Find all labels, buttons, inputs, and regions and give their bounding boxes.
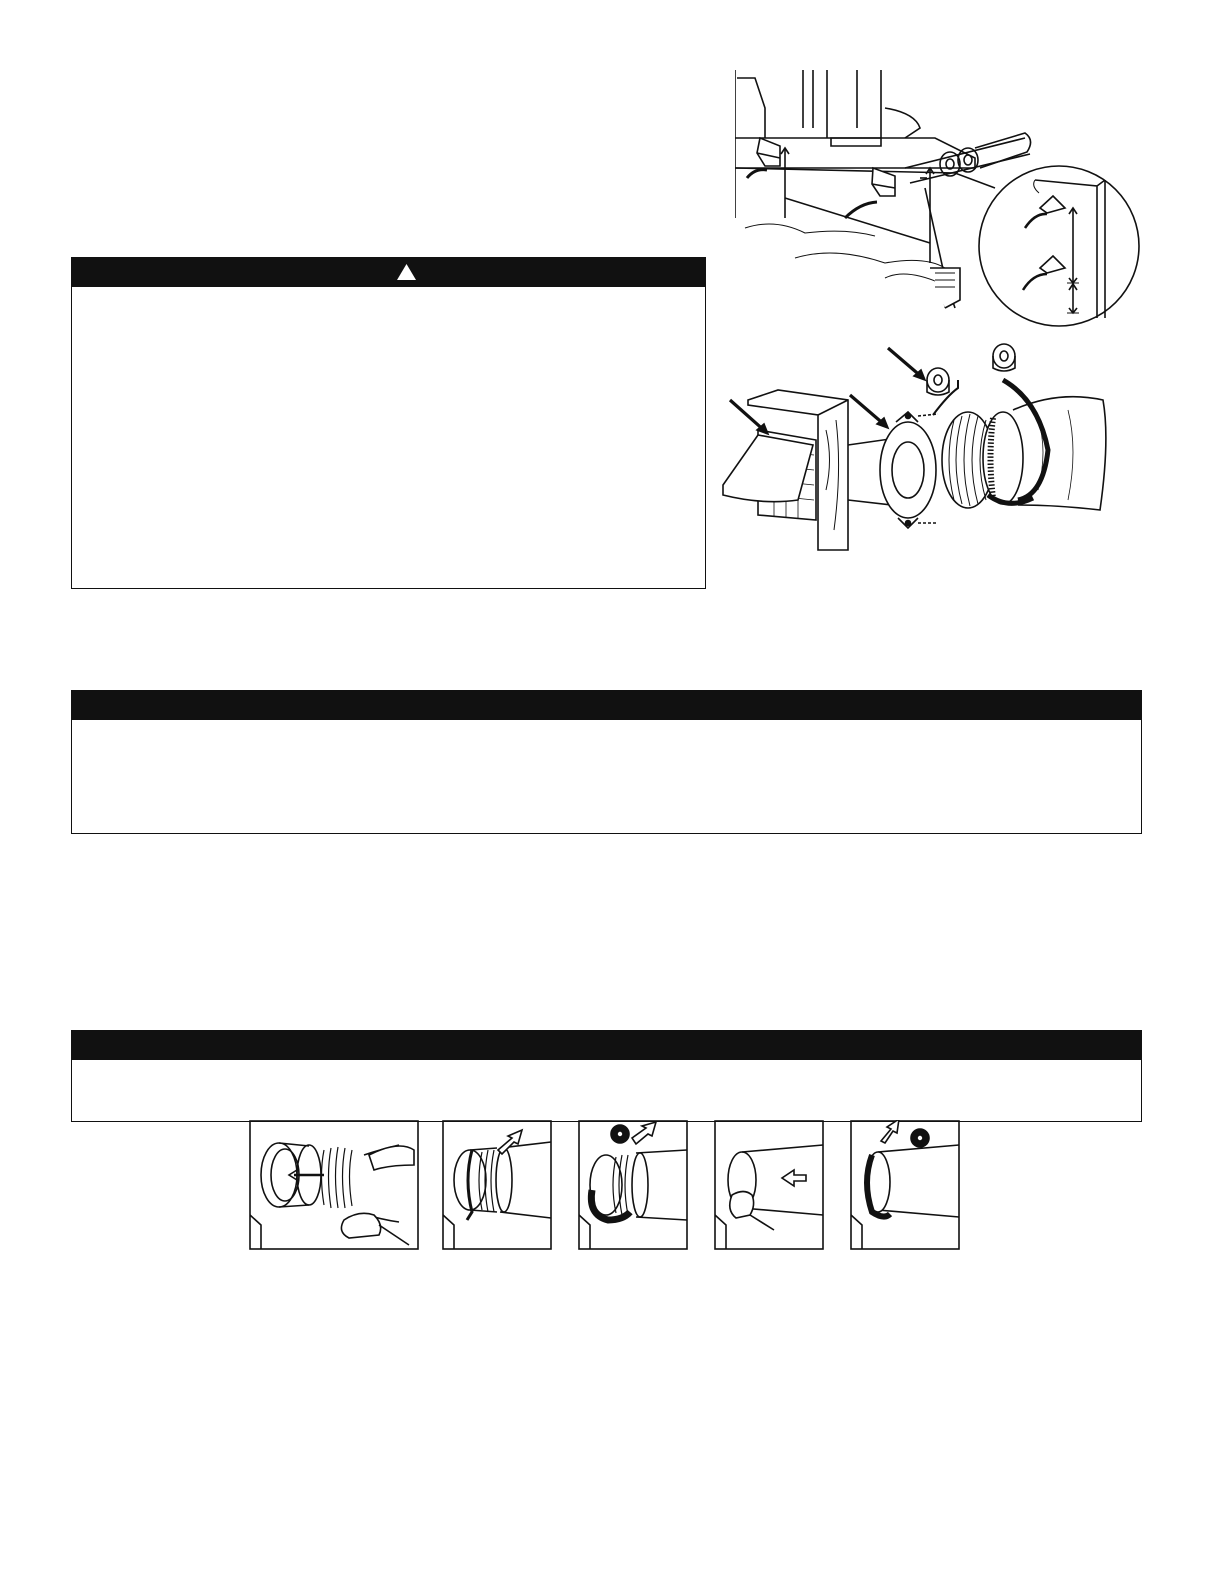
step-2-wrap-tape-figure <box>442 1120 552 1250</box>
warning-triangle-icon <box>396 263 417 281</box>
step-5-tape-sleeve-figure <box>850 1120 960 1250</box>
notice-box-2 <box>71 1030 1142 1122</box>
notice-box-1-header <box>72 691 1141 720</box>
duct-connection-exploded-figure <box>718 340 1108 555</box>
warning-box <box>71 257 706 589</box>
vent-hood-installation-figure <box>735 68 1141 330</box>
step-3-tape-collar-figure <box>578 1120 688 1250</box>
step-1-slide-duct-figure <box>249 1120 419 1250</box>
notice-box-2-header <box>72 1031 1141 1060</box>
warning-header <box>72 258 705 287</box>
step-4-slide-sleeve-figure <box>714 1120 824 1250</box>
notice-box-1 <box>71 690 1142 834</box>
